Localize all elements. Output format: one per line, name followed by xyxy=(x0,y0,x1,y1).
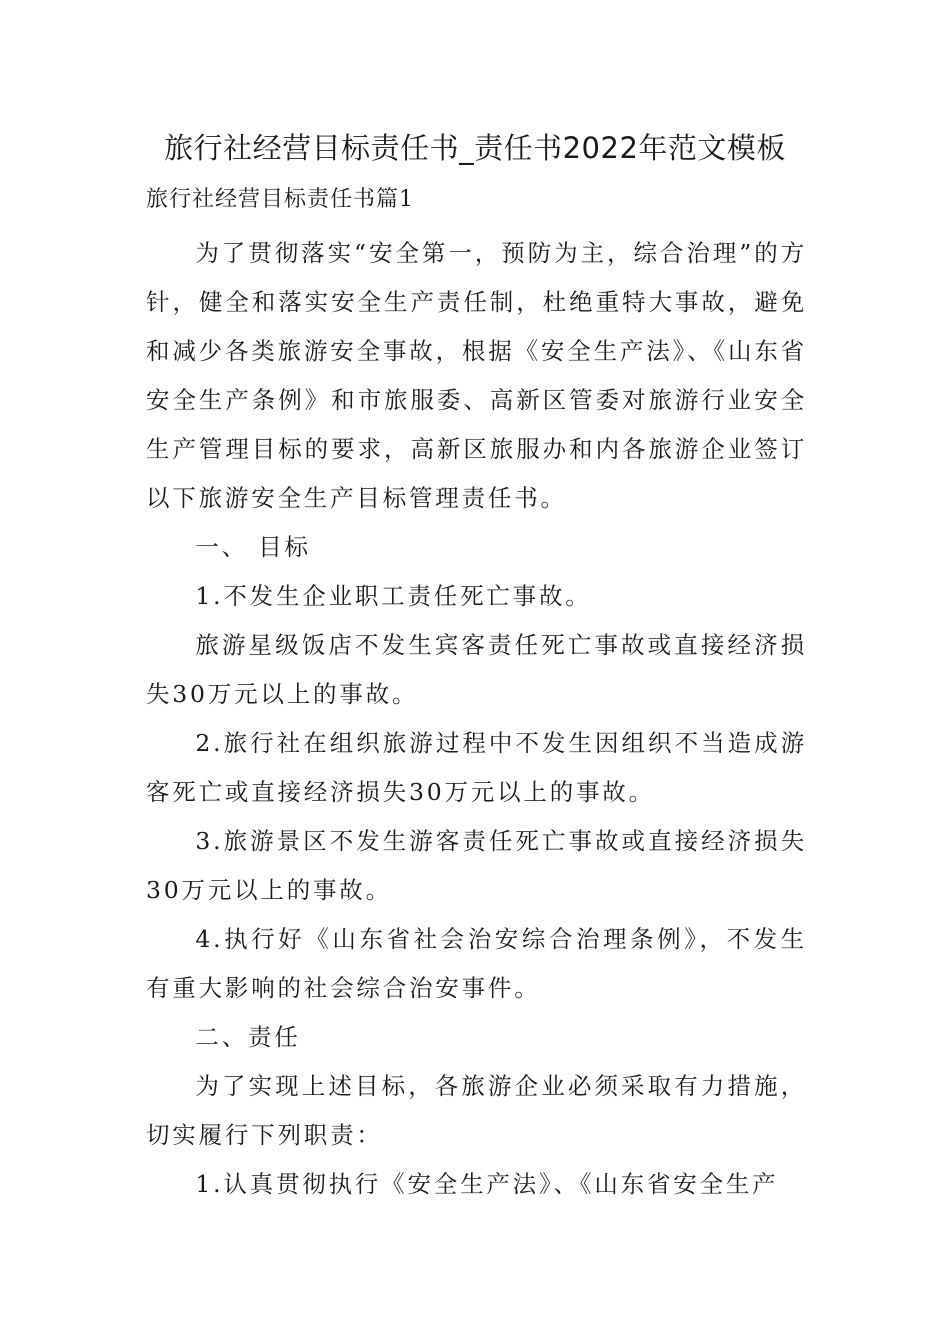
paragraph-goal-3: 3.旅游景区不发生游客责任死亡事故或直接经济损失30万元以上的事故。 xyxy=(146,827,807,904)
paragraph-goal-1: 1.不发生企业职工责任死亡事故。 xyxy=(195,582,592,610)
section-heading-goals: 一、 目标 xyxy=(195,533,311,561)
document-title: 旅行社经营目标责任书_责任书2022年范文模板 xyxy=(164,131,786,165)
paragraph-responsibility-1: 1.认真贯彻执行《安全生产法》、《山东省安全生产 xyxy=(195,1170,779,1198)
paragraph-goal-2: 2.旅行社在组织旅游过程中不发生因组织不当造成游客死亡或直接经济损失30万元以上的事故。 xyxy=(146,729,807,806)
document-body xyxy=(146,229,807,1209)
paragraph-responsibilities-intro: 为了实现上述目标，各旅游企业必须采取有力措施，切实履行下列职责： xyxy=(146,1072,807,1149)
paragraph-goal-4: 4.执行好《山东省社会治安综合治理条例》，不发生有重大影响的社会综合治安事件。 xyxy=(146,925,807,1002)
document-subtitle: 旅行社经营目标责任书篇1 xyxy=(146,187,414,212)
section-heading-responsibilities: 二、责任 xyxy=(195,1023,301,1051)
paragraph-intro: 为了贯彻落实“安全第一，预防为主，综合治理”的方针，健全和落实安全生产责任制，杜绝重特大事故，避免和减少各类旅游安全事故，根据《安全生产法》、《山东省安全生产条例》和市旅服委、高新区管委对旅游行业安全生产管理目标的要求，高新区旅服办和内各旅游企业签订以下旅游安全生产目标管理责任书。 xyxy=(146,239,807,512)
paragraph-goal-hotel: 旅游星级饭店不发生宾客责任死亡事故或直接经济损失30万元以上的事故。 xyxy=(146,631,807,708)
